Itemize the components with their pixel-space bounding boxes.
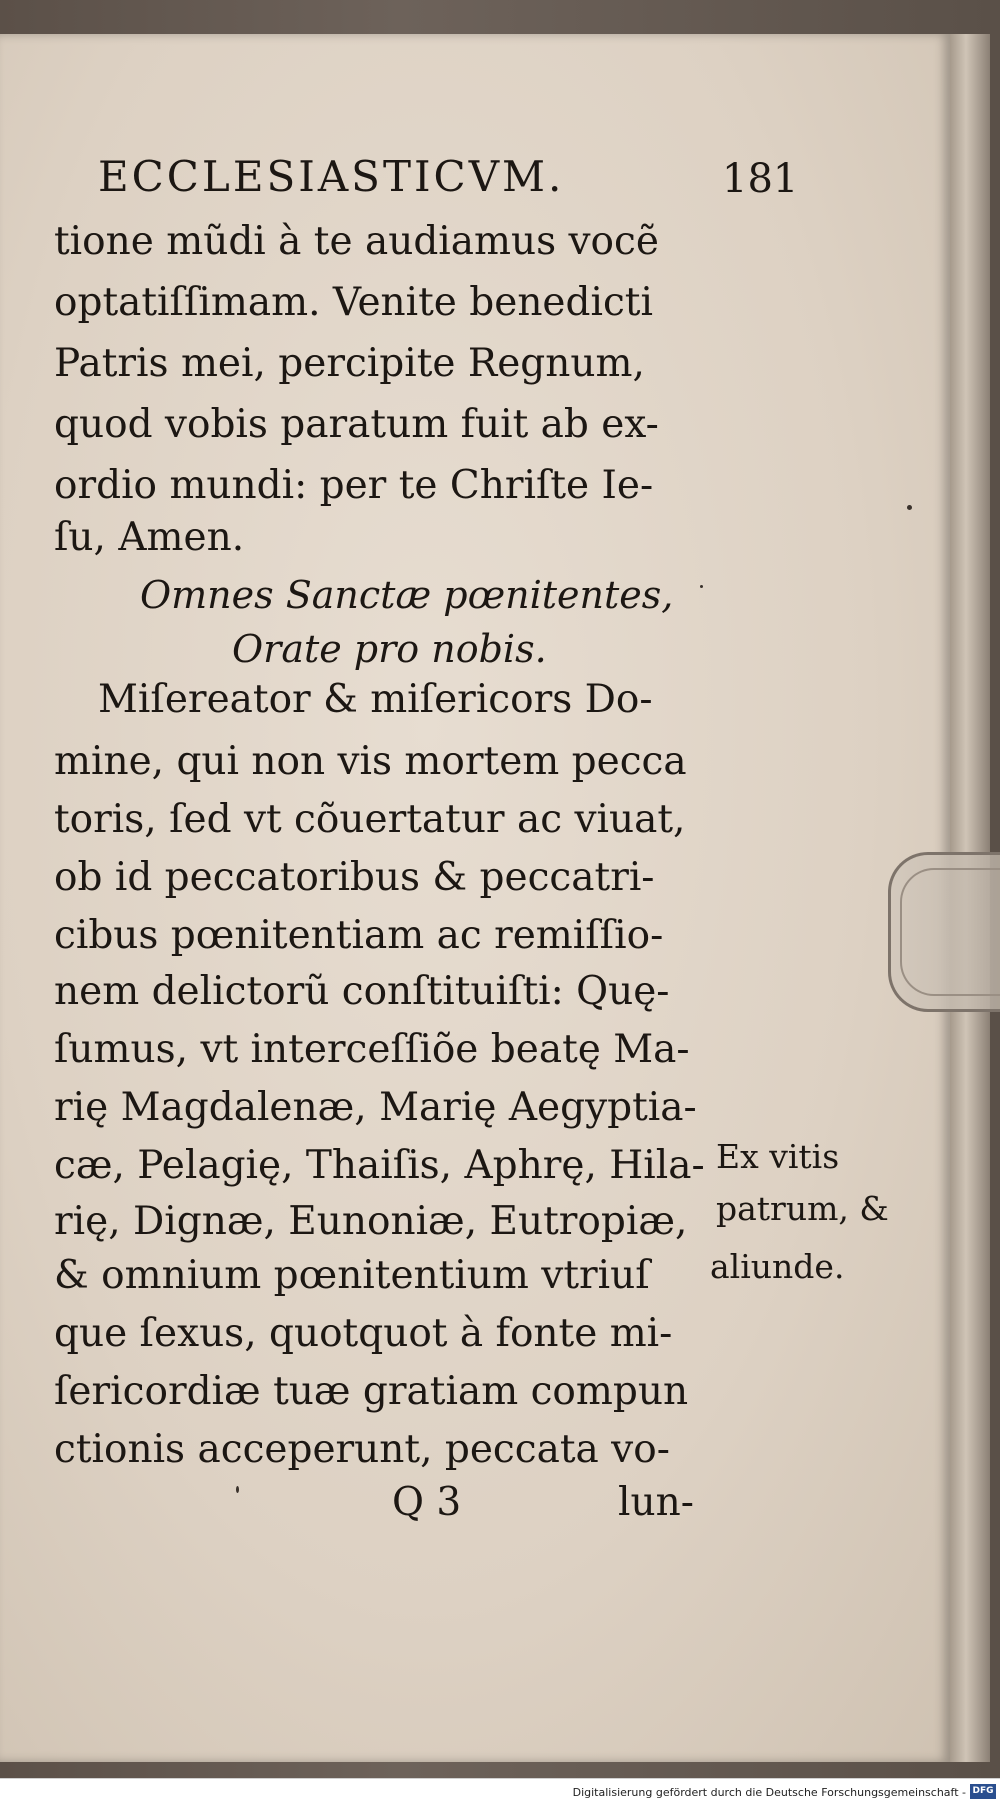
body-line: rię, Dignæ, Eunoniæ, Eutropiæ, — [54, 1199, 688, 1244]
footer-credit: Digitalisierung gefördert durch die Deutsche Forschungsgemeinschaft - — [572, 1786, 966, 1799]
catchword: lun- — [618, 1480, 694, 1525]
litany-invocation: Omnes Sanctæ pœnitentes, — [140, 573, 674, 617]
body-line: ſumus, vt interceſſiõe beatę Ma- — [54, 1027, 690, 1072]
body-line: ſericordiæ tuæ gratiam compun — [54, 1369, 689, 1414]
body-line: ordio mundi: per te Chriſte Ie- — [54, 463, 654, 508]
body-line: mine, qui non vis mortem pecca — [54, 739, 687, 784]
signature-mark: Q 3 — [392, 1480, 462, 1525]
body-line: toris, ſed vt cõuertatur ac viuat, — [54, 797, 686, 842]
margin-note-line: patrum, & — [716, 1189, 889, 1228]
ink-speck — [907, 505, 912, 510]
margin-note-line: Ex vitis — [716, 1137, 840, 1176]
body-line: ob id peccatoribus & peccatri- — [54, 855, 655, 900]
body-line: ctionis acceperunt, peccata vo- — [54, 1427, 670, 1472]
body-line: Miſereator & miſericors Do- — [98, 677, 653, 722]
body-line: cibus pœnitentiam ac remiſſio- — [54, 913, 664, 958]
body-line: Patris mei, percipite Regnum, — [54, 341, 645, 386]
margin-note-line: aliunde. — [710, 1247, 845, 1286]
litany-response: Orate pro nobis. — [232, 627, 547, 671]
body-line: que ſexus, quotquot à fonte mi- — [54, 1311, 673, 1356]
ink-speck — [236, 1486, 239, 1493]
body-line: & omnium pœnitentium vtriuſ — [54, 1253, 650, 1298]
dfg-logo-icon: DFG — [970, 1784, 996, 1799]
ink-speck — [700, 585, 703, 588]
body-line: cæ, Pelagię, Thaiſis, Aphrę, Hila- — [54, 1143, 705, 1188]
body-line: nem delictorũ conſtituiſti: Quę- — [54, 969, 670, 1014]
book-clasp-inner — [900, 868, 1000, 996]
folio-number: 181 — [722, 156, 799, 202]
body-line: optatiſſimam. Venite benedicti — [54, 280, 653, 325]
body-line: ſu, Amen. — [54, 515, 245, 560]
body-line: rię Magdalenæ, Marię Aegyptia- — [54, 1085, 697, 1130]
running-title: ECCLESIASTICVM. — [98, 152, 565, 201]
body-line: quod vobis paratum fuit ab ex- — [54, 402, 659, 447]
body-line: tione mũdi à te audiamus vocẽ — [54, 219, 659, 264]
